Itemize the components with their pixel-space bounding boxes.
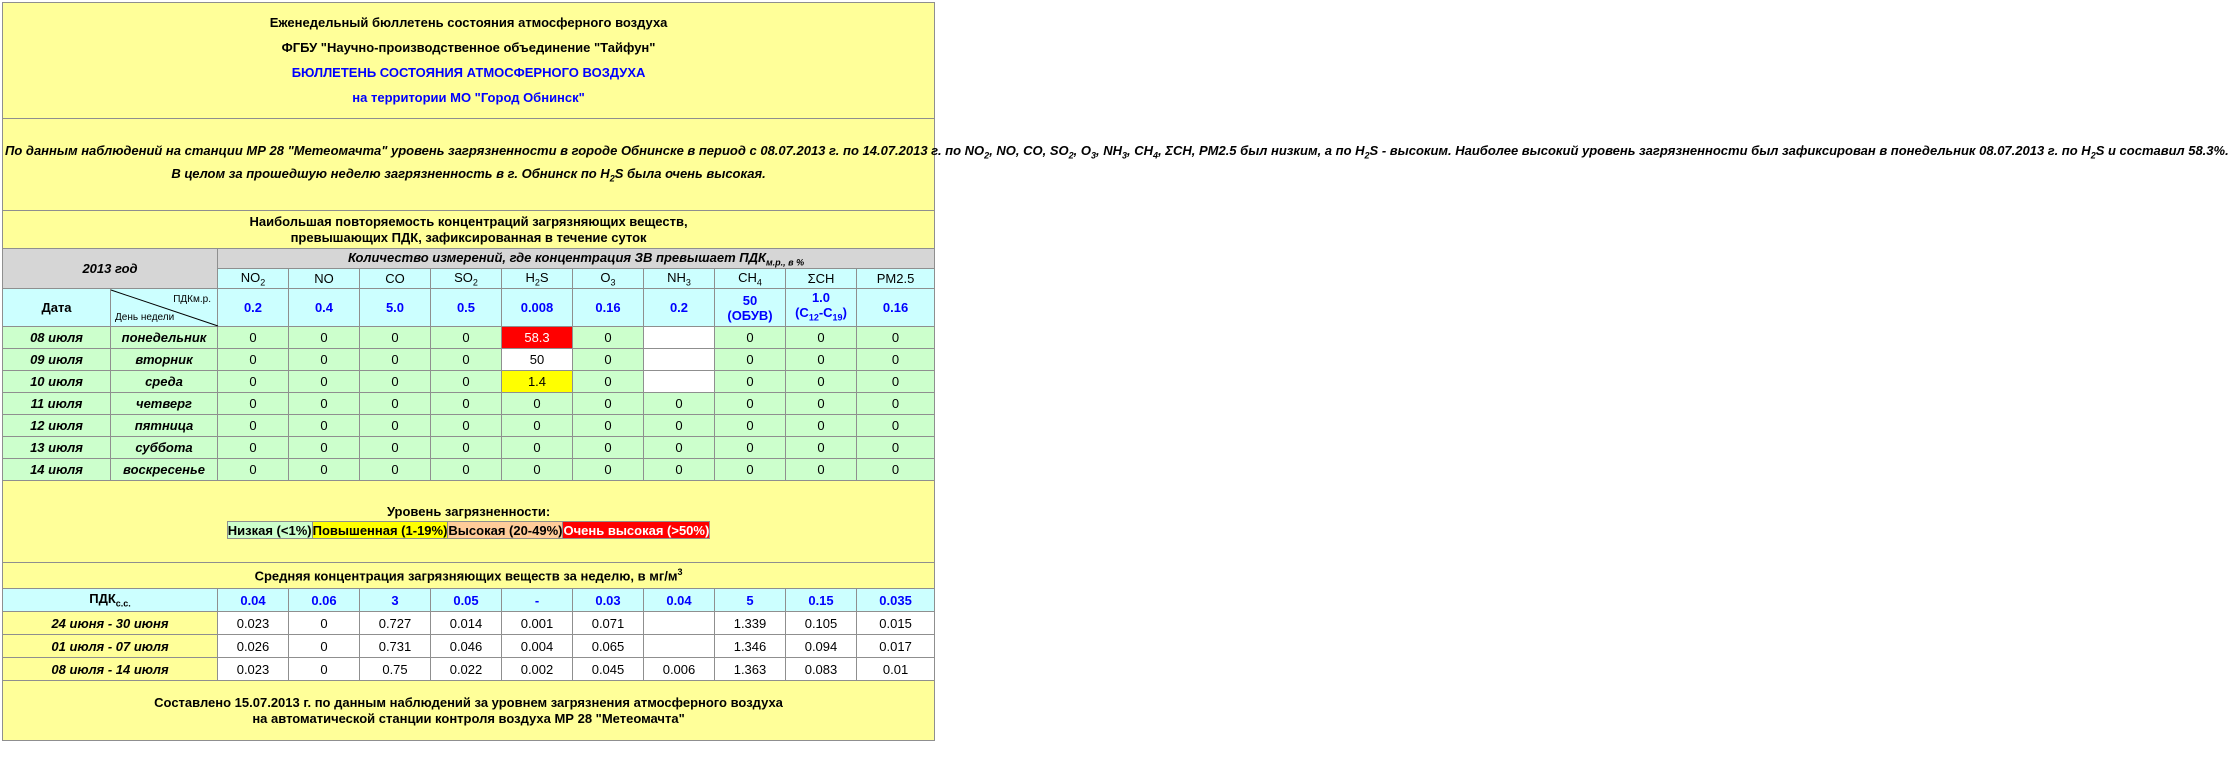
pollutant-h2s: $H_2S$ — [502, 269, 573, 289]
pdk-ss-value: 0.15 — [786, 589, 857, 612]
day-value: 0 — [715, 393, 786, 415]
pollutant-ch4: $CH_4$ — [715, 269, 786, 289]
day-value: 0 — [573, 415, 644, 437]
weekday-label: День недели — [115, 311, 175, 323]
pollutant-pm25: PM2.5 — [857, 269, 935, 289]
pdk-mr-value: 0.2 — [644, 289, 715, 327]
pollution-level-legend — [3, 481, 935, 563]
pdk-mr-value-pm25: 0.16 — [857, 289, 935, 327]
day-value: 0 — [786, 349, 857, 371]
day-value: 0 — [573, 437, 644, 459]
day-value: 0 — [573, 327, 644, 349]
week-value: 0.75 — [360, 658, 431, 681]
week-value: 0 — [289, 612, 360, 635]
week-value: 0.001 — [502, 612, 573, 635]
pdk-ss-value: 5 — [715, 589, 786, 612]
day-value: 0 — [431, 349, 502, 371]
day-value: 0 — [289, 459, 360, 481]
day-date: 14 июля — [3, 459, 111, 481]
table-row — [3, 371, 935, 393]
pollutant-so2: $SO_2$ — [431, 269, 502, 289]
day-value: 0 — [715, 371, 786, 393]
bulletin-header — [3, 3, 935, 119]
week-value: 0 — [289, 635, 360, 658]
day-value: 0 — [502, 437, 573, 459]
pdk-mr-value: 0.16 — [573, 289, 644, 327]
day-value: 0 — [786, 459, 857, 481]
week-period: 01 июля - 07 июля — [3, 635, 218, 658]
day-value: 0 — [573, 459, 644, 481]
day-value-very-high: 58.3 — [502, 327, 573, 349]
date-column-header: Дата — [3, 289, 111, 327]
pollutant-sch: ΣCH — [786, 269, 857, 289]
week-value: 0 — [289, 658, 360, 681]
day-value: 0 — [644, 437, 715, 459]
daily-rows — [3, 327, 935, 481]
day-value-high: 50 — [502, 349, 573, 371]
day-value: 0 — [431, 393, 502, 415]
day-date: 09 июля — [3, 349, 111, 371]
header-territory: на территории МО "Город Обнинск" — [352, 90, 585, 105]
week-value: 0.023 — [218, 658, 289, 681]
day-value: 0 — [431, 459, 502, 481]
day-value: 0 — [857, 459, 935, 481]
week-value: 0.002 — [502, 658, 573, 681]
day-date: 13 июля — [3, 437, 111, 459]
week-value: 0.065 — [573, 635, 644, 658]
week-value: 0.006 — [644, 658, 715, 681]
pdk-ss-value: - — [502, 589, 573, 612]
day-value: 0 — [218, 415, 289, 437]
day-weekday: четверг — [111, 393, 218, 415]
day-value: 0 — [786, 393, 857, 415]
pollutant-o3: $O_3$ — [573, 269, 644, 289]
pdk-mr-value-sch: 1.0 $(C_{12}-C_{19})$ — [786, 289, 857, 327]
table-row — [3, 658, 935, 681]
day-value: 0 — [573, 349, 644, 371]
day-weekday: среда — [111, 371, 218, 393]
pollutant-no: NO — [289, 269, 360, 289]
day-value: 0 — [289, 371, 360, 393]
day-value: 0 — [786, 437, 857, 459]
summary-paragraph: По данным наблюдений на станции МР 28 "Метеомачта" уровень загрязненности в городе Обнинске в период с 08.07.2013 г. по 14.07.2013 г. по $NO_2$, NO, CO, $SO_2$, $O_3$, $NH_3$, $CH_4$, ΣCH, PM2.5 был низким, а по $H_2S$ - высоким. Наиболее высокий уровень загрязненности был зафиксирован в понедельник 08.07.2013 г. по $H_2S$ и составил 58.3%. В целом за прошедшую неделю загрязненность в г. Обнинск по $H_2S$ была очень высокая. — [3, 119, 935, 211]
day-value: 0 — [431, 437, 502, 459]
table-row — [3, 437, 935, 459]
week-value: 0.731 — [360, 635, 431, 658]
legend-swatches — [227, 521, 711, 539]
day-value: 0 — [360, 437, 431, 459]
day-value: 0 — [786, 327, 857, 349]
week-value: 0.046 — [431, 635, 502, 658]
pdk-mr-value: 0.4 — [289, 289, 360, 327]
day-value: 0 — [218, 459, 289, 481]
legend-low: Низкая (<1%) — [227, 522, 312, 538]
day-weekday: понедельник — [111, 327, 218, 349]
pdk-mr-value: 0.008 — [502, 289, 573, 327]
week-value: 1.339 — [715, 612, 786, 635]
day-value: 0 — [289, 393, 360, 415]
pollutant-nh3: $NH_3$ — [644, 269, 715, 289]
day-value: 0 — [786, 371, 857, 393]
count-header: Количество измерений, где концентрация ЗВ превышает $ПДК_{м.р., в \%}$ — [218, 249, 935, 269]
week-value: 0.727 — [360, 612, 431, 635]
week-value: 0.026 — [218, 635, 289, 658]
day-value: 0 — [573, 393, 644, 415]
week-value: 0.004 — [502, 635, 573, 658]
week-value: 1.346 — [715, 635, 786, 658]
table-row — [3, 393, 935, 415]
pdk-mr-value-ch4: 50 (ОБУВ) — [715, 289, 786, 327]
bulletin-footer: Составлено 15.07.2013 г. по данным наблюдений за уровнем загрязнения атмосферного воздуха на автоматической станции контроля воздуха МР 28 "Метеомачта" — [3, 681, 935, 741]
week-value: 0.017 — [857, 635, 935, 658]
day-value: 0 — [218, 393, 289, 415]
day-value: 0 — [218, 349, 289, 371]
pdk-diagonal-header — [111, 289, 218, 327]
legend-title: Уровень загрязненности: — [386, 504, 551, 519]
day-value: 0 — [857, 393, 935, 415]
table-row — [3, 327, 935, 349]
week-value: 0.023 — [218, 612, 289, 635]
week-value: 0.045 — [573, 658, 644, 681]
header-bulletin-title: БЮЛЛЕТЕНЬ СОСТОЯНИЯ АТМОСФЕРНОГО ВОЗДУХА — [291, 65, 646, 80]
day-value: 0 — [644, 459, 715, 481]
table-row — [3, 415, 935, 437]
day-weekday: суббота — [111, 437, 218, 459]
pdk-mr-value: 0.5 — [431, 289, 502, 327]
pdk-ss-value: 0.03 — [573, 589, 644, 612]
pdk-ss-value: 0.035 — [857, 589, 935, 612]
day-value: 0 — [857, 437, 935, 459]
bulletin-sheet — [2, 2, 2229, 741]
average-concentration-title: Средняя концентрация загрязняющих веществ за неделю, в $мг/м^3$ — [3, 563, 935, 589]
day-value: 0 — [218, 327, 289, 349]
day-value: 0 — [431, 371, 502, 393]
table-row — [3, 635, 935, 658]
day-value: 0 — [502, 459, 573, 481]
table-row — [3, 612, 935, 635]
week-period: 24 июня - 30 июня — [3, 612, 218, 635]
day-value: 0 — [360, 415, 431, 437]
day-value: 0 — [857, 415, 935, 437]
pdk-mr-label: ПДКм.р. — [173, 293, 211, 305]
legend-high: Высокая (20-49%) — [448, 522, 563, 538]
pdk-mr-value: 5.0 — [360, 289, 431, 327]
repeatability-title: Наибольшая повторяемость концентраций загрязняющих веществ, превышающих ПДК, зафиксированная в течение суток — [3, 211, 935, 249]
week-value: 0.094 — [786, 635, 857, 658]
year-label: 2013 год — [3, 249, 218, 289]
day-value: 0 — [289, 437, 360, 459]
day-value: 0 — [857, 371, 935, 393]
week-value: 0.014 — [431, 612, 502, 635]
day-value-raised: 1.4 — [502, 371, 573, 393]
week-value: 0.022 — [431, 658, 502, 681]
legend-raised: Повышенная (1-19%) — [312, 522, 448, 538]
day-value: 0 — [502, 415, 573, 437]
week-value: 0.071 — [573, 612, 644, 635]
week-value: 0.015 — [857, 612, 935, 635]
day-value: 0 — [431, 327, 502, 349]
day-value: 0 — [360, 459, 431, 481]
week-period: 08 июля - 14 июля — [3, 658, 218, 681]
header-title: Еженедельный бюллетень состояния атмосферного воздуха — [269, 15, 668, 30]
week-value: 0.105 — [786, 612, 857, 635]
day-weekday: вторник — [111, 349, 218, 371]
legend-very-high: Очень высокая (>50%) — [563, 522, 710, 538]
day-date: 11 июля — [3, 393, 111, 415]
header-organization: ФГБУ "Научно-производственное объединение "Тайфун" — [281, 40, 656, 55]
week-value — [644, 612, 715, 635]
pdk-ss-value: 0.06 — [289, 589, 360, 612]
pdk-ss-value: 3 — [360, 589, 431, 612]
week-value: 0.083 — [786, 658, 857, 681]
bulletin-table — [2, 2, 2229, 741]
day-value: 0 — [644, 393, 715, 415]
pollutant-co: CO — [360, 269, 431, 289]
pdk-ss-label: $ПДК_{с.с.}$ — [3, 589, 218, 612]
day-value: 0 — [502, 393, 573, 415]
week-value — [644, 635, 715, 658]
day-value: 0 — [644, 415, 715, 437]
day-value-empty — [644, 327, 715, 349]
day-value: 0 — [857, 327, 935, 349]
day-value: 0 — [431, 415, 502, 437]
table-row — [3, 459, 935, 481]
day-value: 0 — [715, 415, 786, 437]
day-value: 0 — [715, 437, 786, 459]
pdk-ss-value: 0.04 — [218, 589, 289, 612]
day-value: 0 — [360, 393, 431, 415]
day-date: 12 июля — [3, 415, 111, 437]
week-value: 1.363 — [715, 658, 786, 681]
day-value: 0 — [360, 327, 431, 349]
day-value-empty — [644, 349, 715, 371]
day-value: 0 — [857, 349, 935, 371]
day-value: 0 — [786, 415, 857, 437]
day-weekday: пятница — [111, 415, 218, 437]
day-value: 0 — [218, 437, 289, 459]
pollutant-no2: $NO_2$ — [218, 269, 289, 289]
day-value: 0 — [573, 371, 644, 393]
day-value: 0 — [360, 349, 431, 371]
pdk-ss-value: 0.05 — [431, 589, 502, 612]
day-date: 10 июля — [3, 371, 111, 393]
day-date: 08 июля — [3, 327, 111, 349]
table-row — [3, 349, 935, 371]
week-value: 0.01 — [857, 658, 935, 681]
day-value: 0 — [715, 327, 786, 349]
day-value: 0 — [289, 415, 360, 437]
day-value: 0 — [715, 459, 786, 481]
day-weekday: воскресенье — [111, 459, 218, 481]
pdk-mr-value: 0.2 — [218, 289, 289, 327]
day-value: 0 — [715, 349, 786, 371]
day-value: 0 — [289, 349, 360, 371]
day-value: 0 — [289, 327, 360, 349]
day-value: 0 — [360, 371, 431, 393]
day-value: 0 — [218, 371, 289, 393]
day-value-empty — [644, 371, 715, 393]
pdk-ss-value: 0.04 — [644, 589, 715, 612]
